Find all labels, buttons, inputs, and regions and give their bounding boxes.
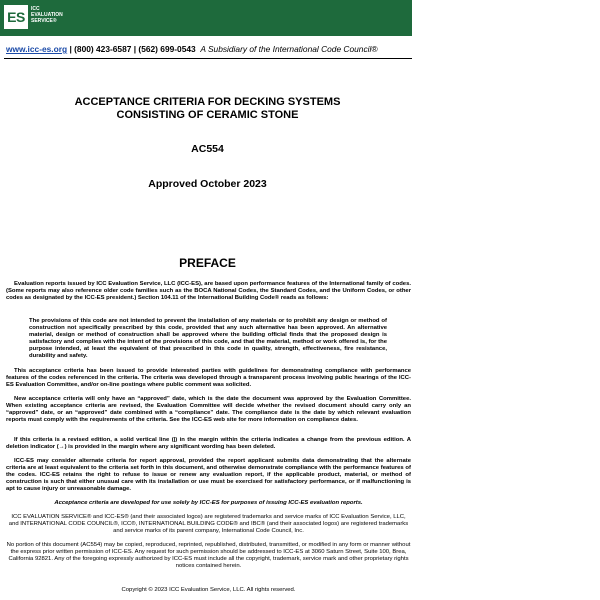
copyright-notice: Copyright © 2023 ICC Evaluation Service, LLC. All rights reserved. [121, 587, 296, 593]
paragraph-evaluation-reports: Evaluation reports issued by ICC Evaluation Service, LLC (ICC-ES), are based upon performance features of the International family of codes. (Some reports may also reference older code families such as the BOCA National Codes, the Standard Codes, and the Uniform Codes, or other codes as designated by the ICC-ES president.) Section 104.11 of the International Building Code® reads as follows: [6, 281, 411, 302]
code-quote: The provisions of this code are not intended to prevent the installation of any materials or to prohibit any design or method of construction not specifically prescribed by this code, provided that any such alternative has been approved. An alternative material, design or method of construction shall be approved where the building official finds that the proposed design is satisfactory and complies with the intent of the provisions of this code, and that the material, method or work offered is, for the purpose intended, at least the equivalent of that prescribed in this code in quality, strength, effectiveness, fire resistance, durability and safety. [29, 318, 387, 360]
subsidiary-note: A Subsidiary of the International Code Council® [200, 44, 378, 54]
contact-bar [6, 44, 411, 54]
separator: | [67, 44, 75, 54]
phone-secondary: (562) 699-0543 [138, 44, 196, 54]
paragraph-revisions: If this criteria is a revised edition, a solid vertical line (|) in the margin within the criteria indicates a change from the previous edition. A deletion indicator (→) is provided in the margin where any significant wording has been deleted. [6, 437, 411, 451]
website-link[interactable]: www.icc-es.org [6, 44, 68, 54]
paragraph-trademarks: ICC EVALUATION SERVICE® and ICC-ES® (and their associated logos) are registered trademarks and service marks of ICC Evaluation Service, LLC, and INTERNATIONAL CODE COUNCIL®, ICC®, INTERNATIONAL BUILDING CODE® and IBC® (and their associated logos) are registered trademarks and service marks of its parent company, International Code Council, Inc. [8, 514, 409, 535]
paragraph-approved-date: New acceptance criteria will only have an “approved” date, which is the date the document was approved by the Evaluation Committee. When existing acceptance criteria are revised, the Evaluation Committee will decide whether the revised document should carry only an “approved” date, or an “approved” date combined with a “compliance” date. The compliance date is the date by which relevant evaluation reports must comply with the requirements of the criteria. See the ICC-ES web site for more information on compliance dates. [6, 396, 411, 424]
logo-line: EVALUATION [31, 12, 63, 18]
doc-title-line-1: ACCEPTANCE CRITERIA FOR DECKING SYSTEMS [74, 96, 341, 108]
logo-line: SERVICE® [31, 18, 57, 24]
paragraph-alternate-criteria: ICC-ES may consider alternate criteria for report approval, provided the report applicant submits data demonstrating that the alternate criteria are at least equivalent to the criteria set forth in this document, and otherwise demonstrate compliance with the performance features of the codes. ICC-ES retains the right to refuse to issue or renew any evaluation report, if the applicable product, material, or method of construction is such that either unusual care with its installation or use must be exercised for satisfactory performance, or if malfunctioning is apt to cause injury or unreasonable damage. [6, 458, 411, 493]
paragraph-purpose: This acceptance criteria has been issued to provide interested parties with guidelines for demonstrating compliance with performance features of the codes referenced in the criteria. The criteria was developed through a transparent process involving public hearings of the ICC-ES Evaluation Committee, and/or on-line postings where public comment was solicited. [6, 368, 411, 389]
header-divider [4, 58, 412, 59]
paragraph-permissions: No portion of this document (AC554) may be copied, reproduced, reprinted, republished, distributed, transmitted, or modified in any form or manner without the express prior written permission of ICC-ES. Any request for such permission should be addressed to ICC-ES at 3060 Saturn Street, Suite 100, Brea, California 92821. Any of the foregoing expressly authorized by ICC-ES must include all the copyright, trademark, service mark and other proprietary rights notices contained herein. [6, 542, 411, 570]
preface-heading: PREFACE [179, 256, 236, 270]
approved-date: Approved October 2023 [148, 178, 267, 190]
header-band [0, 0, 412, 36]
logo-wordmark [31, 6, 63, 24]
phone-primary: (800) 423-6587 [74, 44, 132, 54]
paragraph-use-notice: Acceptance criteria are developed for use solely by ICC-ES for purposes of issuing ICC-ES evaluation reports. [54, 500, 363, 506]
separator: | [131, 44, 139, 54]
doc-title-line-2: CONSISTING OF CERAMIC STONE [116, 109, 299, 121]
icc-es-logo: ES [4, 5, 28, 29]
logo-line: ICC [31, 6, 40, 12]
doc-code: AC554 [191, 143, 224, 155]
